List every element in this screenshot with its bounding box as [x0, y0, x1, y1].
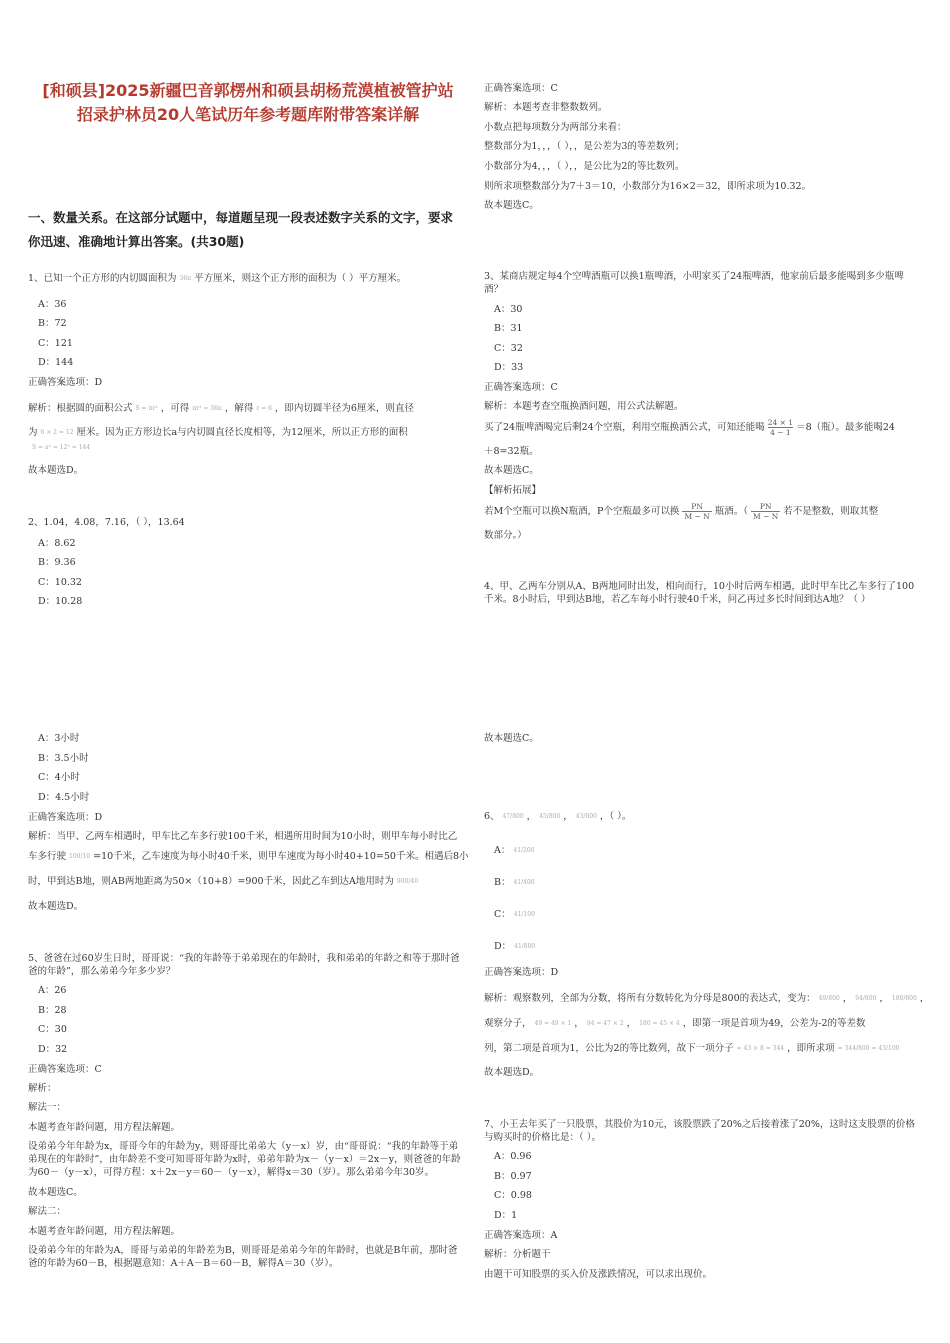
q6-option-b: B： 41/400 [494, 877, 535, 888]
q4-option-d: D：4.5小时 [38, 792, 90, 803]
q5-method2-intro: 本题考查年龄问题，用方程法解题。 [28, 1226, 181, 1237]
q5-explanation-label: 解析： [28, 1083, 57, 1094]
q4-option-a: A：3小时 [38, 733, 80, 744]
formula-image: 49/800 [818, 995, 840, 1002]
q1-explanation-line1: 解析：根据圆的面积公式 S = πr² ，可得 πr² = 36π ，解得 r = 6 ，即内切圆半径为6厘米，则直径 [28, 403, 414, 414]
q6-answer: 正确答案选项：D [484, 967, 559, 978]
formula-image: 41/100 [513, 911, 535, 918]
q6-explanation-line1: 解析：观察数列，全部为分数，将所有分数转化为分母是800的表达式，变为： 49/800 ， 94/800 ， 180/800 ， [484, 993, 930, 1004]
formula-image: 6 × 2 = 12 [40, 429, 74, 436]
q5-method2-line1: 设弟弟今年的年龄为A，哥哥与弟弟的年龄差为B，则哥哥是弟弟今年的年龄时，也就是B年前，那时爸 [28, 1245, 458, 1256]
question-7-stem-line2: 与购买时的价格比是：（ ）。 [484, 1132, 602, 1143]
formula-image: S = πr² [135, 405, 158, 412]
question-3-stem-line2: 酒？ [484, 284, 504, 295]
formula-image: 49 = 49 × 1 [534, 1020, 572, 1027]
fraction: $\frac{24 \times 1}{4 - 1}$ [767, 418, 794, 437]
q1-conclusion: 故本题选D。 [28, 465, 84, 476]
q5-option-d: D：32 [38, 1044, 68, 1055]
q7-option-d: D：1 [494, 1210, 518, 1221]
question-5-stem-line2: 爸的年龄”，那么弟弟今年多少岁？ [28, 966, 176, 977]
q5-option-a: A：26 [38, 985, 67, 996]
q6-option-d: D： 41/800 [494, 941, 536, 952]
q7-explanation-line1: 解析：分析题干 [484, 1249, 551, 1260]
q5-method2-label: 解法二： [28, 1206, 67, 1217]
formula-image: r = 6 [256, 405, 272, 412]
q3-option-c: C：32 [494, 343, 523, 354]
q5-method1-label: 解法一： [28, 1102, 67, 1113]
q3-explanation-line1: 解析：本题考查空瓶换酒问题，用公式法解题。 [484, 401, 684, 412]
q5-method1-line1: 设弟弟今年年龄为x，哥哥今年的年龄为y，则哥哥比弟弟大（y－x）岁，由“哥哥说：“我的年龄等于弟 [28, 1141, 459, 1152]
q2-explanation-line4: 小数部分为4，，，（ ），，是公比为2的等比数列。 [484, 161, 685, 172]
fraction: $\frac{PN}{M - N}$ [684, 502, 710, 521]
q7-option-b: B：0.97 [494, 1171, 532, 1182]
q7-explanation-line2: 由题干可知股票的买入价及涨跌情况，可以求出现价。 [484, 1269, 713, 1280]
q6-explanation-line3: 列，第二项是首项为1，公比为2的等比数列，故下一项分子 = 43 × 8 = 344 ，即所求项 = 344/800 = 43/100 [484, 1043, 900, 1054]
section-heading-line1: 一、数量关系。在这部分试题中，每道题呈现一段表述数字关系的文字，要求 [28, 210, 454, 225]
q5-method1-line2: 弟现在的年龄时”，由年龄差不变可知哥哥年龄为x时，弟弟年龄为x－（y－x）＝2x－y，则爸爸的年龄 [28, 1154, 461, 1165]
q2-explanation-line2: 小数点把每项数分为两部分来看： [484, 122, 627, 133]
q1-option-c: C：121 [38, 338, 73, 349]
formula-image: 47/800 [502, 813, 524, 820]
q2-option-d: D：10.28 [38, 596, 83, 607]
q4-explanation-line3: 时，甲到达B地，则AB两地距离为50×（10+8）=900千米，因此乙车到达A地用时为 900/40 [28, 876, 419, 887]
q2-option-a: A：8.62 [38, 538, 76, 549]
q2-answer: 正确答案选项：C [484, 83, 558, 94]
q2-option-c: C：10.32 [38, 577, 82, 588]
q4-answer: 正确答案选项：D [28, 812, 103, 823]
question-7-stem-line1: 7、小王去年买了一只股票，其股价为10元，该股票跌了20%之后接着涨了20%，这时这支股票的价格 [484, 1119, 915, 1130]
formula-image: 36π [179, 275, 192, 282]
q4-option-b: B：3.5小时 [38, 753, 89, 764]
formula-image: 180 = 45 × 4 [639, 1020, 680, 1027]
stray-conclusion: 故本题选C。 [484, 733, 539, 744]
q6-explanation-line2: 观察分子， 49 = 49 × 1 ， 94 = 47 × 2 ， 180 = 45 × 4 ，即第一项是首项为49，公差为-2的等差数 [484, 1018, 866, 1029]
question-6-stem: 6、 47/800 ， 45/800 ， 43/800 ，（ ）。 [484, 811, 632, 822]
q5-method1-line3: 为60－（y－x），可得方程：x＋2x－y＝60－（y－x），解得x＝30（岁）。那么弟弟今年30岁。 [28, 1167, 435, 1178]
q1-option-d: D：144 [38, 357, 74, 368]
formula-image: 41/400 [513, 879, 535, 886]
q7-option-a: A：0.96 [494, 1151, 532, 1162]
formula-image: 41/200 [513, 847, 535, 854]
q4-explanation-line1: 解析：当甲、乙两车相遇时，甲车比乙车多行驶100千米，相遇所用时间为10小时，则甲车每小时比乙 [28, 831, 458, 842]
q2-option-b: B：9.36 [38, 557, 76, 568]
formula-image: 180/800 [891, 995, 917, 1002]
formula-image: 45/800 [539, 813, 561, 820]
q1-option-b: B：72 [38, 318, 67, 329]
q1-explanation-line2: 为 6 × 2 = 12 厘米。因为正方形边长a与内切圆直径长度相等，为12厘米，所以正方形的面积 [28, 427, 408, 438]
formula-image: 43/800 [575, 813, 597, 820]
formula-image: 41/800 [514, 943, 536, 950]
question-4-stem-line2: 千米。8小时后，甲到达B地，若乙车每小时行驶40千米，问乙再过多长时间到达A地？（ ） [484, 594, 871, 605]
q3-answer: 正确答案选项：C [484, 382, 558, 393]
q1-option-a: A：36 [38, 299, 67, 310]
q5-option-b: B：28 [38, 1005, 67, 1016]
formula-image: = 344/800 = 43/100 [837, 1045, 900, 1052]
q3-option-b: B：31 [494, 323, 523, 334]
q3-option-d: D：33 [494, 362, 524, 373]
document-title-line1: [和硕县]2025新疆巴音郭楞州和硕县胡杨荒漠植被管护站 [42, 81, 454, 100]
formula-image: S = a² = 12² = 144 [32, 444, 91, 451]
q3-option-a: A：30 [494, 304, 523, 315]
formula-image: = 43 × 8 = 344 [736, 1045, 785, 1052]
q3-explanation-line2: 买了24瓶啤酒喝完后剩24个空瓶，利用空瓶换酒公式，可知还能喝 $\frac{24 \times 1}{4 - 1}$ ＝8（瓶）。最多能喝24 [484, 418, 895, 437]
q3-explanation-line3: ＋8=32瓶。 [484, 446, 539, 457]
formula-image: 94/800 [855, 995, 877, 1002]
q3-extension-line2: 数部分。） [484, 530, 527, 541]
q5-method2-line2: 爸的年龄为60－B，根据题意知：A＋A－B＝60－B，解得A＝30（岁）。 [28, 1258, 339, 1269]
q7-answer: 正确答案选项：A [484, 1230, 558, 1241]
question-4-stem-line1: 4、甲、乙两车分别从A、B两地同时出发，相向而行，10小时后两车相遇，此时甲车比乙车多行了100 [484, 581, 915, 592]
question-2-stem: 2、1.04，4.08，7.16，（ ），13.64 [28, 517, 185, 528]
q3-extension-line1: 若M个空瓶可以换N瓶酒，P个空瓶最多可以换 $\frac{PN}{M - N}$ 瓶酒。（ $\frac{PN}{M - N}$ 若不是整数，则取其整 [484, 502, 879, 521]
q6-option-a: A： 41/200 [494, 845, 535, 856]
q5-option-c: C：30 [38, 1024, 67, 1035]
q3-conclusion: 故本题选C。 [484, 465, 539, 476]
formula-image: πr² = 36π [192, 405, 222, 412]
q2-explanation-line5: 则所求项整数部分为7＋3＝10，小数部分为16×2＝32，即所求项为10.32。 [484, 181, 812, 192]
q4-conclusion: 故本题选D。 [28, 901, 84, 912]
q7-option-c: C：0.98 [494, 1190, 532, 1201]
q3-extension-heading: 【解析拓展】 [484, 485, 542, 496]
section-heading-line2: 你迅速、准确地计算出答案。(共30题) [28, 234, 245, 249]
formula-image: 94 = 47 × 2 [586, 1020, 624, 1027]
question-3-stem-line1: 3、某商店规定每4个空啤酒瓶可以换1瓶啤酒，小明家买了24瓶啤酒，他家前后最多能喝到多少瓶啤 [484, 271, 904, 282]
q5-method1-conclusion: 故本题选C。 [28, 1187, 83, 1198]
document-title-line2: 招录护林员20人笔试历年参考题库附带答案详解 [76, 105, 420, 124]
question-5-stem-line1: 5、爸爸在过60岁生日时，哥哥说：“我的年龄等于弟弟现在的年龄时，我和弟弟的年龄之和等于那时爸 [28, 953, 460, 964]
q2-conclusion: 故本题选C。 [484, 200, 539, 211]
formula-image: 900/40 [396, 878, 419, 885]
fraction: $\frac{PN}{M - N}$ [753, 502, 779, 521]
q2-explanation-line1: 解析：本题考查非整数数列。 [484, 102, 608, 113]
q5-answer: 正确答案选项：C [28, 1064, 102, 1075]
q2-explanation-line3: 整数部分为1，，，（ ），，是公差为3的等差数列； [484, 141, 685, 152]
formula-image: 100/10 [69, 853, 91, 860]
q6-conclusion: 故本题选D。 [484, 1067, 540, 1078]
q4-option-c: C：4小时 [38, 772, 80, 783]
question-1-stem: 1、已知一个正方形的内切圆面积为 36π 平方厘米，则这个正方形的面积为（ ）平方厘米。 [28, 273, 407, 284]
q5-method1-intro: 本题考查年龄问题，用方程法解题。 [28, 1122, 181, 1133]
q4-explanation-line2: 车多行驶 100/10 =10千米，乙车速度为每小时40千米，则甲车速度为每小时40+10=50千米。相遇后8小 [28, 851, 469, 862]
q1-answer: 正确答案选项：D [28, 377, 103, 388]
q6-option-c: C： 41/100 [494, 909, 535, 920]
